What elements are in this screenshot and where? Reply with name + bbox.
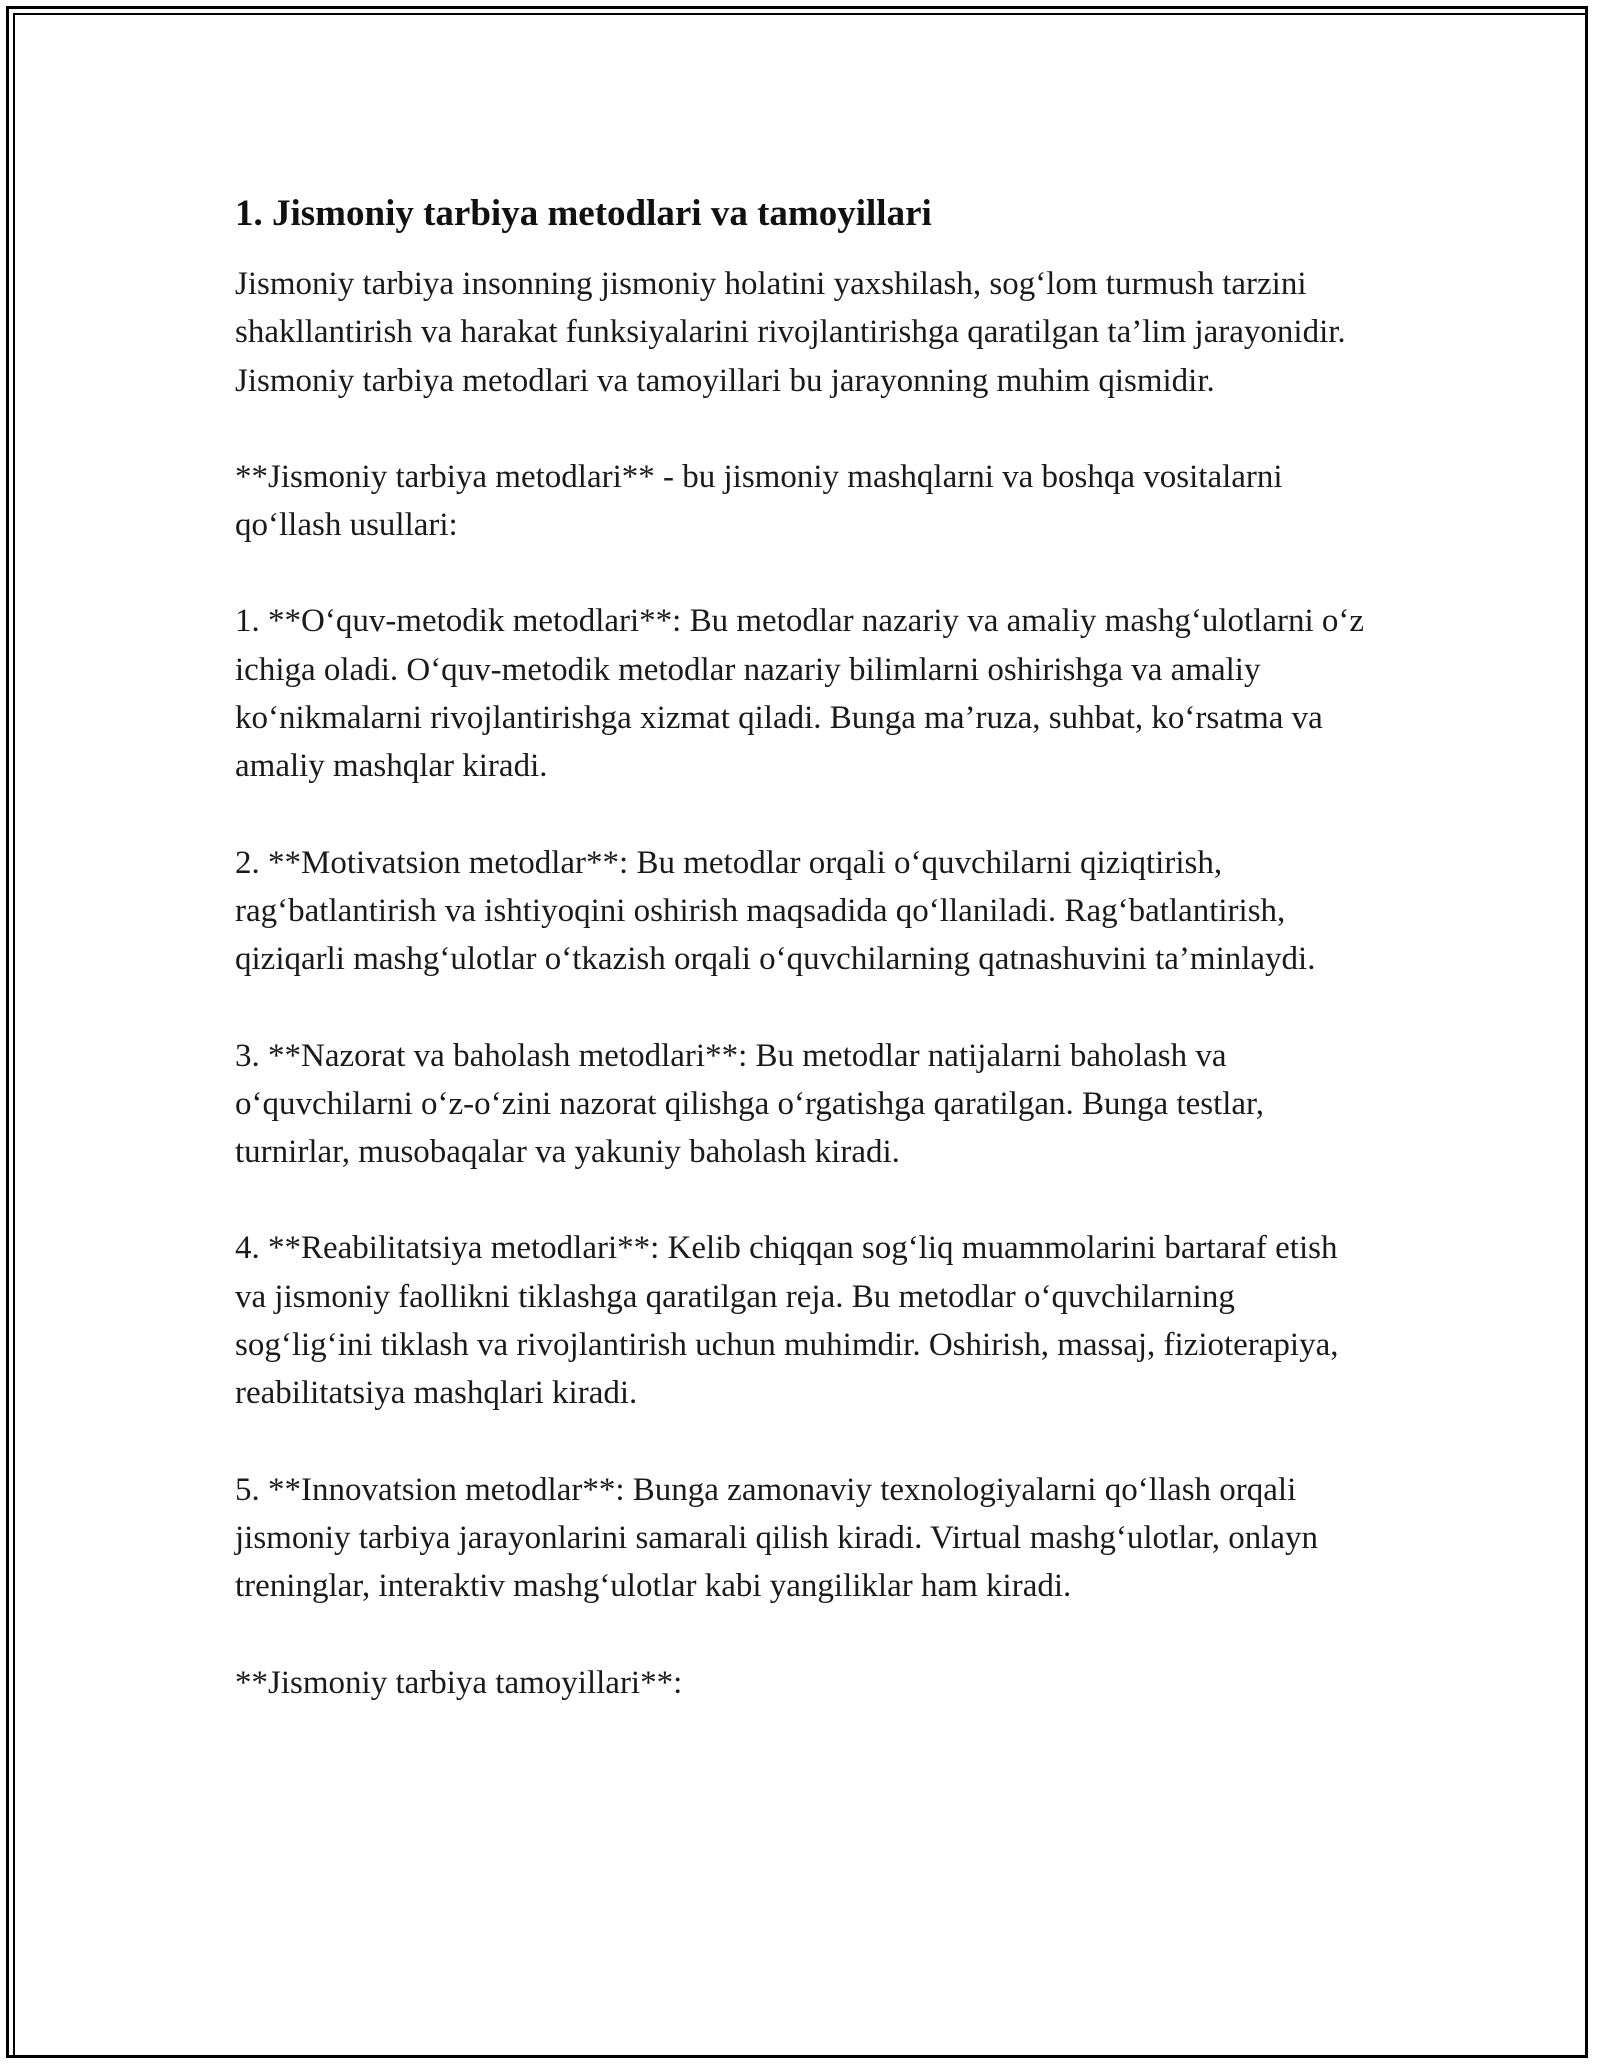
methods-intro-paragraph: **Jismoniy tarbiya metodlari** - bu jismoniy mashqlarni va boshqa vositalarni qo‘llash usullari:: [235, 458, 1283, 544]
intro-paragraph: Jismoniy tarbiya insonning jismoniy holatini yaxshilash, sog‘lom turmush tarzini shakllantirish va harakat funksiyalarini rivojlantirishga qaratilgan ta’lim jarayonidir. Jismoniy tarbiya metodlari va tamoyillari bu jarayonning muhim qismidir.: [235, 266, 1346, 399]
method-item-4: 4. **Reabilitatsiya metodlari**: Kelib chiqqan sog‘liq muammolarini bartaraf etish va jismoniy faollikni tiklashga qaratilgan reja. Bu metodlar o‘quvchilarning sog‘lig‘ini tiklash va rivojlantirish uchun muhimdir. Oshirish, massaj, fizioterapiya, reabilitatsiya mashqlari kiradi.: [235, 1230, 1339, 1412]
method-item-5: 5. **Innovatsion metodlar**: Bunga zamonaviy texnologiyalarni qo‘llash orqali jismoniy tarbiya jarayonlarini samarali qilish kiradi. Virtual mashg‘ulotlar, onlayn treninglar, interaktiv mashg‘ulotlar kabi yangiliklar ham kiradi.: [235, 1471, 1319, 1605]
principles-heading-paragraph: **Jismoniy tarbiya tamoyillari**:: [235, 1664, 683, 1701]
method-item-2: 2. **Motivatsion metodlar**: Bu metodlar orqali o‘quvchilarni qiziqtirish, rag‘batlantirish va ishtiyoqini oshirish maqsadida qo‘llaniladi. Rag‘batlantirish, qiziqarli mashg‘ulotlar o‘tkazish orqali o‘quvchilarning qatnashuvini ta’minlaydi.: [235, 844, 1316, 978]
method-item-1: 1. **O‘quv-metodik metodlari**: Bu metodlar nazariy va amaliy mashg‘ulotlarni o‘z ichiga oladi. O‘quv-metodik metodlar nazariy bilimlarni oshirishga va amaliy ko‘nikmalarni rivojlantirishga xizmat qiladi. Bunga ma’ruza, suhbat, ko‘rsatma va amaliy mashqlar kiradi.: [235, 603, 1365, 785]
method-item-3: 3. **Nazorat va baholash metodlari**: Bu metodlar natijalarni baholash va o‘quvchilarni o‘z-o‘zini nazorat qilishga o‘rgatishga qaratilgan. Bunga testlar, turnirlar, musobaqalar va yakuniy baholash kiradi.: [235, 1037, 1264, 1171]
document-body: [235, 186, 1375, 1755]
section-heading: 1. Jismoniy tarbiya metodlari va tamoyillari: [235, 193, 932, 234]
